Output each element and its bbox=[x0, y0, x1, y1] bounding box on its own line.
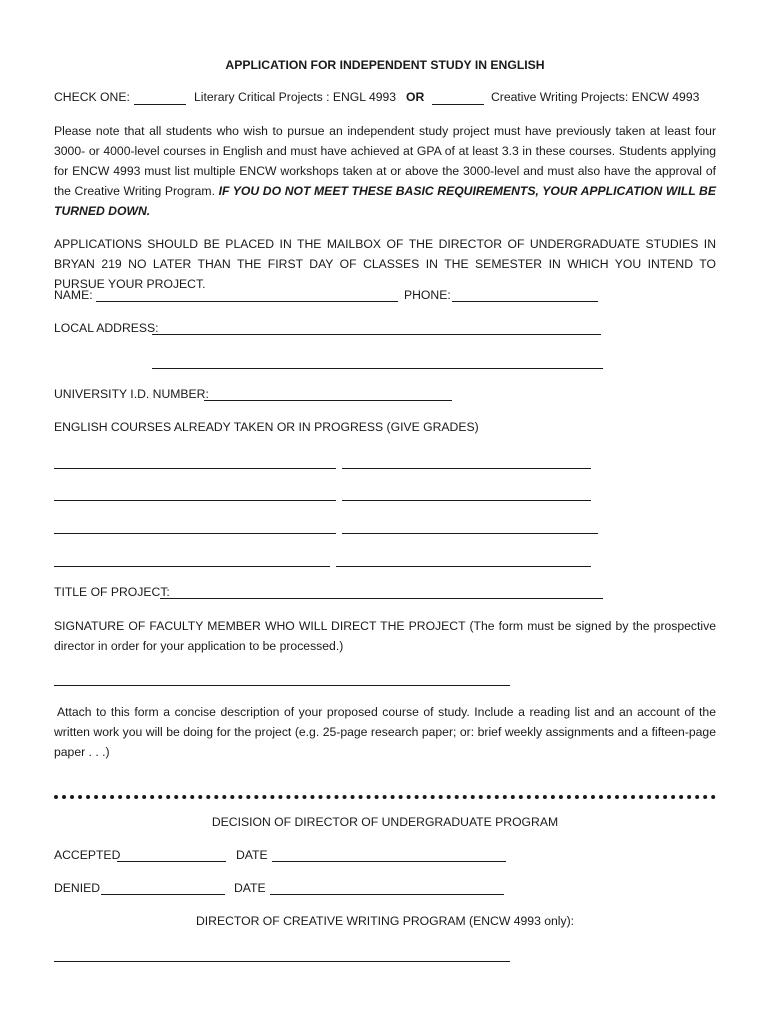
signature-field[interactable] bbox=[54, 685, 510, 686]
accepted-field[interactable] bbox=[117, 861, 226, 862]
course-field[interactable] bbox=[54, 468, 336, 469]
creative-writing-director-heading: DIRECTOR OF CREATIVE WRITING PROGRAM (ENCW 4993 only): bbox=[195, 914, 575, 928]
requirements-text: Please note that all students who wish to pursue an independent study project must have previously taken at least four 3000- or 4000-level courses in English and must have achieved at GPA of at least 3.3 in these courses. Students applying for ENCW 4993 must list multiple ENCW workshops taken at or above the 3000-level and must also have the approval of the Creative Writing Program. bbox=[54, 124, 716, 198]
requirements-note bbox=[54, 121, 716, 221]
literary-critical-option: Literary Critical Projects : ENGL 4993 bbox=[194, 90, 397, 104]
submission-instructions: APPLICATIONS SHOULD BE PLACED IN THE MAILBOX OF THE DIRECTOR OF UNDERGRADUATE STUDIES IN BRYAN 219 NO LATER THAN THE FIRST DAY OF CLASSES IN THE SEMESTER IN WHICH YOU INTEND TO PURSUE YOUR PROJECT. bbox=[54, 237, 716, 291]
course-field[interactable] bbox=[336, 566, 591, 567]
check-one-label: CHECK ONE: bbox=[54, 90, 130, 104]
course-field[interactable] bbox=[54, 500, 336, 501]
name-label: NAME: bbox=[54, 288, 93, 302]
denied-field[interactable] bbox=[101, 894, 225, 895]
denied-date-field[interactable] bbox=[270, 894, 504, 895]
creative-writing-option: Creative Writing Projects: ENCW 4993 bbox=[491, 90, 700, 104]
denied-date-label: DATE bbox=[234, 881, 266, 895]
accepted-date-label: DATE bbox=[236, 848, 268, 862]
course-field[interactable] bbox=[342, 533, 598, 534]
project-title-label: TITLE OF PROJECT: bbox=[54, 585, 170, 599]
encw-checkbox-line[interactable] bbox=[432, 104, 484, 105]
accepted-label: ACCEPTED bbox=[54, 848, 121, 862]
or-label: OR bbox=[406, 90, 425, 104]
separator-line bbox=[54, 795, 716, 799]
local-address-field-2[interactable] bbox=[152, 368, 603, 369]
requirements-warning: IF YOU DO NOT MEET THESE BASIC REQUIREMENTS, YOUR APPLICATION WILL BE TURNED DOWN. bbox=[54, 184, 716, 218]
course-field[interactable] bbox=[54, 566, 330, 567]
engl-checkbox-line[interactable] bbox=[134, 104, 186, 105]
accepted-date-field[interactable] bbox=[272, 861, 506, 862]
decision-heading: DECISION OF DIRECTOR OF UNDERGRADUATE PROGRAM bbox=[211, 815, 559, 829]
project-title-field[interactable] bbox=[160, 598, 603, 599]
signature-label: SIGNATURE OF FACULTY MEMBER WHO WILL DIRECT THE PROJECT (The form must be signed by the prospective director in order for your application to be processed.) bbox=[54, 619, 716, 653]
form-title: APPLICATION FOR INDEPENDENT STUDY IN ENGLISH bbox=[225, 58, 545, 72]
phone-field[interactable] bbox=[452, 301, 598, 302]
creative-writing-director-signature-field[interactable] bbox=[54, 961, 510, 962]
university-id-field[interactable] bbox=[204, 400, 452, 401]
local-address-label: LOCAL ADDRESS: bbox=[54, 321, 159, 335]
course-field[interactable] bbox=[342, 500, 591, 501]
attach-instructions: Attach to this form a concise description of your proposed course of study. Include a reading list and an account of the written work you will be doing for the project (e.g. 25-page research paper; or: brief weekly assignments and a fifteen-page paper . . .) bbox=[54, 705, 716, 759]
local-address-field-1[interactable] bbox=[152, 334, 601, 335]
course-field[interactable] bbox=[342, 468, 591, 469]
courses-label: ENGLISH COURSES ALREADY TAKEN OR IN PROGRESS (GIVE GRADES) bbox=[54, 420, 479, 434]
phone-label: PHONE: bbox=[404, 288, 451, 302]
course-field[interactable] bbox=[54, 533, 336, 534]
name-field[interactable] bbox=[96, 301, 398, 302]
university-id-label: UNIVERSITY I.D. NUMBER: bbox=[54, 387, 209, 401]
denied-label: DENIED bbox=[54, 881, 101, 895]
